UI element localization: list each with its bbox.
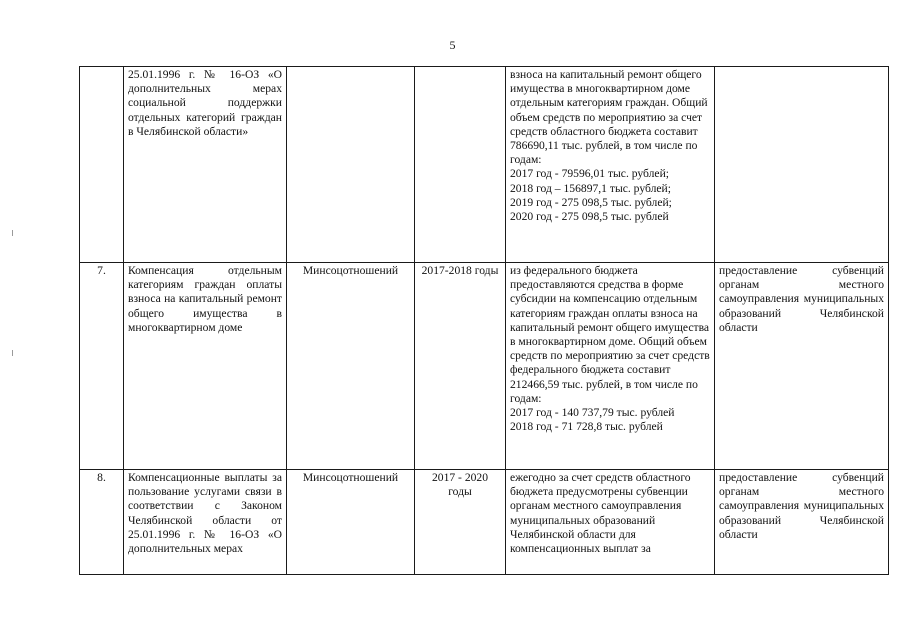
row-number: 8.	[80, 470, 124, 575]
executor: Минсоцотношений	[287, 263, 415, 470]
implementation-mechanism	[715, 67, 889, 263]
scan-artifact	[12, 230, 13, 236]
financing-year-line: 2017 год - 79596,01 тыс. рублей;	[510, 167, 670, 181]
implementation-period: 2017 - 2020 годы	[415, 470, 506, 575]
financing-year-line: 2018 год – 156897,1 тыс. рублей;	[510, 181, 671, 195]
table-row	[80, 67, 889, 263]
row-number: 7.	[80, 263, 124, 470]
page-number: 5	[449, 38, 456, 52]
executor	[287, 67, 415, 263]
financing-text: взноса на капитальный ремонт общего имущества в многоквартирном доме отдельным категориям граждан. Общий объем средств по мероприятию за счет средств областного бюджета составит 786690,11 тыс. рублей, в том числе по годам:	[510, 68, 708, 167]
activity-name: 25.01.1996 г. № 16-ОЗ «О дополнительных мерах социальной поддержки отдельных категорий граждан в Челябинской области»	[124, 67, 287, 263]
financing-description	[506, 67, 715, 263]
implementation-period: 2017-2018 годы	[415, 263, 506, 470]
financing-description	[506, 470, 715, 575]
financing-year-line: 2017 год - 140 737,79 тыс. рублей	[510, 406, 675, 420]
scan-artifact	[12, 350, 13, 356]
table-row	[80, 470, 889, 575]
executor: Минсоцотношений	[287, 470, 415, 575]
program-measures-table	[79, 66, 889, 575]
financing-year-line: 2019 год - 275 098,5 тыс. рублей;	[510, 195, 672, 209]
row-number	[80, 67, 124, 263]
implementation-mechanism: предоставление субвенций органам местного самоуправления муниципальных образований Челябинской области	[715, 470, 889, 575]
activity-name: Компенсационные выплаты за пользование услугами связи в соответствии с Законом Челябинской области от 25.01.1996 г. № 16-ОЗ «О дополнительных мерах	[124, 470, 287, 575]
activity-name: Компенсация отдельным категориям граждан оплаты взноса на капитальный ремонт общего имущества в многоквартирном доме	[124, 263, 287, 470]
table-row	[80, 263, 889, 470]
implementation-mechanism: предоставление субвенций органам местного самоуправления муниципальных образований Челябинской области	[715, 263, 889, 470]
financing-year-line: 2020 год - 275 098,5 тыс. рублей	[510, 210, 669, 224]
financing-text: из федерального бюджета предоставляются средства в форме субсидии на компенсацию отдельным категориям граждан оплаты взноса на капитальный ремонт общего имущества в многоквартирном доме. Общий объем средств по мероприятию за счет средств федерального бюджета составит 212466,59 тыс. рублей, в том числе по годам:	[510, 264, 710, 405]
financing-description	[506, 263, 715, 470]
financing-text: ежегодно за счет средств областного бюджета предусмотрены субвенции органам местного самоуправления муниципальных образований Челябинской области для компенсационных выплат за	[510, 471, 691, 556]
financing-year-line: 2018 год - 71 728,8 тыс. рублей	[510, 420, 663, 434]
implementation-period	[415, 67, 506, 263]
